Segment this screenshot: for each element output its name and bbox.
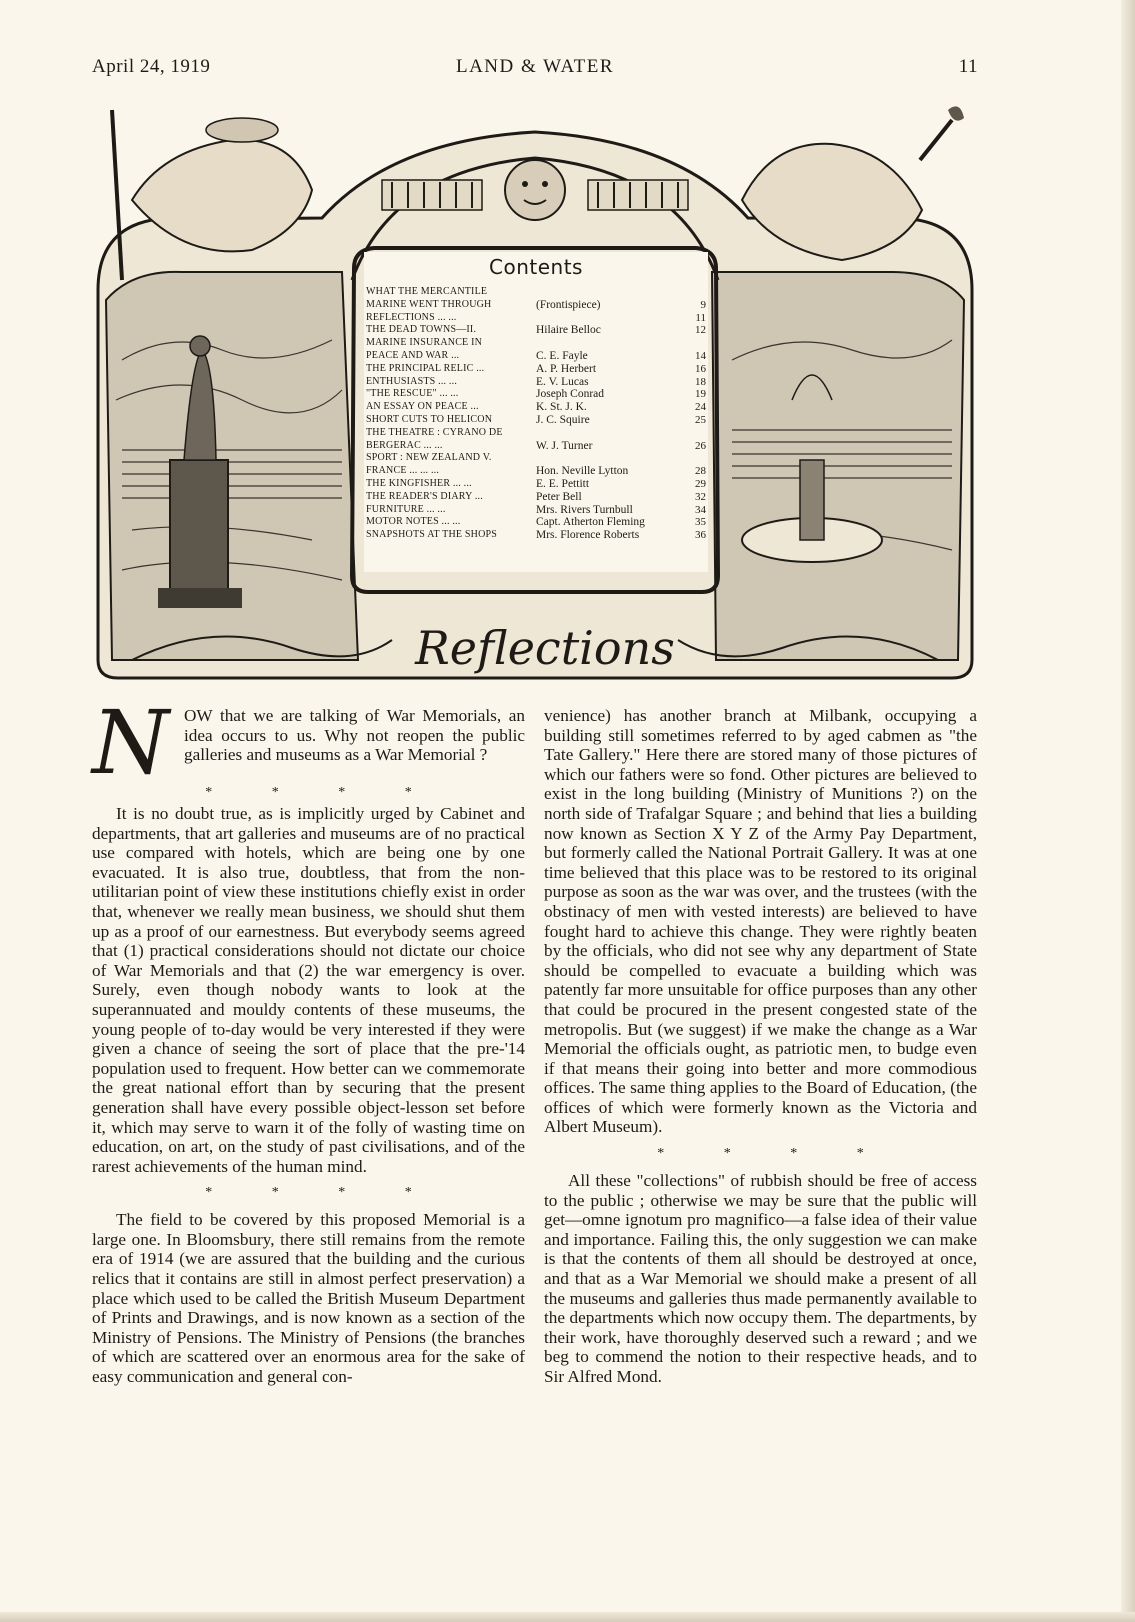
contents-title: THE PRINCIPAL RELIC ... — [366, 362, 485, 374]
contents-row — [366, 299, 706, 312]
contents-page: 36 — [695, 529, 706, 542]
page-bottom-edge — [0, 1612, 1135, 1622]
contents-title: SPORT : NEW ZEALAND V. — [366, 452, 492, 464]
article-paragraph: All these "collections" of rubbish should be free of access to the public ; otherwise we may be sure that the public will get—omne ignotum pro magnifico—a false idea of their value and importance. Failing this, the only suggestion we can make is that the contents of them all should be destroyed at once, and that as a War Memorial we should make a present of all the museums and galleries thus made permanently available to the departments which now occupy them. The departments, by their work, have thoroughly deserved such a reward ; and we beg to commend the notion to their respective heads, and to Sir Alfred Mond. — [544, 1171, 977, 1386]
contents-page: 11 — [695, 311, 706, 324]
contents-page: 25 — [695, 413, 706, 426]
contents-title: PEACE AND WAR ... — [366, 349, 460, 361]
contents-row — [366, 427, 706, 440]
section-divider: * * * * — [205, 785, 440, 800]
contents-title: MOTOR NOTES ... ... — [366, 516, 461, 528]
contents-row — [366, 414, 706, 427]
contents-author: E. V. Lucas — [536, 375, 589, 388]
contents-title: SHORT CUTS TO HELICON — [366, 413, 493, 425]
contents-row — [366, 337, 706, 350]
contents-title: FRANCE ... ... ... — [366, 465, 440, 477]
contents-row — [366, 376, 706, 389]
contents-title: "THE RESCUE" ... ... — [366, 388, 459, 400]
contents-row — [366, 286, 706, 299]
contents-page: 29 — [695, 477, 706, 490]
contents-page: 19 — [695, 388, 706, 401]
contents-row — [366, 516, 706, 529]
contents-title: Contents — [489, 255, 583, 279]
contents-author: Mrs. Rivers Turnbull — [536, 503, 633, 516]
contents-row — [366, 440, 706, 453]
contents-author: A. P. Herbert — [536, 362, 597, 375]
contents-row — [366, 452, 706, 465]
contents-title: MARINE INSURANCE IN — [366, 337, 483, 349]
section-divider: * * * * — [205, 1185, 440, 1201]
contents-title: BERGERAC ... ... — [366, 439, 443, 451]
contents-author: Joseph Conrad — [536, 388, 605, 401]
contents-row — [366, 350, 706, 363]
page-edge — [1121, 0, 1135, 1622]
contents-row — [366, 504, 706, 517]
article-column-left — [92, 691, 525, 1387]
contents-title: WHAT THE MERCANTILE — [366, 286, 488, 297]
contents-row — [366, 363, 706, 376]
contents-panel — [364, 252, 708, 572]
contents-page: 14 — [695, 349, 706, 362]
contents-row — [366, 465, 706, 478]
contents-title: AN ESSAY ON PEACE ... — [366, 401, 479, 413]
contents-page: 18 — [695, 375, 706, 388]
contents-title: REFLECTIONS ... ... — [366, 311, 457, 323]
contents-title: FURNITURE ... ... — [366, 503, 446, 515]
drop-cap: N — [92, 691, 169, 794]
contents-page: 34 — [695, 503, 706, 516]
contents-author: Peter Bell — [536, 490, 582, 503]
contents-title: MARINE WENT THROUGH — [366, 298, 492, 310]
magazine-title: LAND & WATER — [455, 56, 615, 77]
contents-page: 35 — [695, 516, 706, 529]
contents-author: W. J. Turner — [536, 439, 593, 452]
contents-author: Capt. Atherton Fleming — [536, 516, 645, 529]
contents-page: 16 — [695, 362, 706, 375]
contents-title: SNAPSHOTS AT THE SHOPS — [366, 529, 498, 541]
contents-title: THE DEAD TOWNS—II. — [366, 324, 477, 336]
article-column-right — [544, 706, 977, 1387]
contents-page: 32 — [695, 490, 706, 503]
article-paragraph: OW that we are talking of War Memorials, an idea occurs to us. Why not reopen the public galleries and museums as a War Memorial ? — [184, 706, 525, 765]
contents-page: 24 — [695, 401, 706, 414]
article-paragraph: It is no doubt true, as is implicitly urged by Cabinet and departments, that art galleries and museums are of no practical use compared with hotels, which are being one by one evacuated. It is also true, doubtless, that from the non-utilitarian point of view these institutions chiefly exist in order that, whenever we really mean business, we should shut them up as a proof of our earnestness. But everybody seems agreed that (1) practical considerations should not dictate our choice of War Memorials and that (2) the war emergency is over. Surely, even though nobody wants to look at the superannuated and mouldy contents of these museums, the young people of to-day would be very interested if they were given a chance of seeing the sort of place that the pre-'14 population used to frequent. How better can we commemorate the great national effort than by securing that the present generation shall have every possible object-lesson set before it, which may serve to warn it of the folly of wasting time on education, on art, on the study of past civilisations, and of the rarest achievements of the human mind. — [92, 804, 525, 1176]
contents-row — [366, 478, 706, 491]
contents-page: 9 — [700, 298, 706, 311]
contents-author: Hon. Neville Lytton — [536, 465, 629, 478]
contents-author: Hilaire Belloc — [536, 324, 601, 337]
running-head — [92, 56, 978, 86]
contents-row — [366, 529, 706, 542]
contents-author: C. E. Fayle — [536, 349, 588, 362]
article-paragraph: venience) has another branch at Milbank, occupying a building still sometimes referred to by aged cabmen as "the Tate Gallery." Here there are stored many of those pictures of which our fathers were so fond. Other pictures are believed to exist in the long building (Ministry of Munitions ?) on the north side of Trafalgar Square ; and behind that lies a building now known as Section X Y Z of the Army Pay Department, but formerly called the National Portrait Gallery. It was at one time believed that this place was to be restored to its original purpose as soon as the war was over, and the trustees (with the obstinacy of men with vested interests) are believed to have fought hard to achieve this change. They were rightly beaten by the officials, who did not see why any department of State should be compelled to evacuate a building which was patently far more unsuitable for office purposes than any other that could be procured in the present congested state of the metropolis. But (we suggest) if we make the change as a War Memorial the officials ought, as patriotic men, to budge even if that means their going into better and more commodious offices. The same thing applies to the Board of Education, (the offices of which were formerly known as the Victoria and Albert Museum). — [544, 706, 977, 1137]
contents-row — [366, 401, 706, 414]
article-heading: Reflections — [415, 621, 675, 675]
contents-page: 12 — [695, 324, 706, 337]
contents-title: THE KINGFISHER ... ... — [366, 477, 472, 489]
contents-row — [366, 312, 706, 325]
contents-author: K. St. J. K. — [536, 401, 587, 414]
page-number: 11 — [958, 56, 978, 77]
contents-author: (Frontispiece) — [536, 298, 601, 311]
contents-title: THE READER'S DIARY ... — [366, 490, 483, 502]
contents-title: THE THEATRE : CYRANO DE — [366, 426, 503, 438]
article-paragraph: The field to be covered by this proposed Memorial is a large one. In Bloomsbury, there still remains from the remote era of 1914 (we are assured that the building and the curious relics that it contains are still in almost perfect preservation) a place which used to be called the British Museum Department of Prints and Drawings, and is now known as a section of the Ministry of Pensions. The Ministry of Pensions (the branches of which are scattered over an enormous area for the sake of easy communication and general con- — [92, 1210, 525, 1387]
contents-author: Mrs. Florence Roberts — [536, 529, 640, 542]
contents-title: ENTHUSIASTS ... ... — [366, 375, 458, 387]
contents-row — [366, 491, 706, 504]
contents-list — [366, 286, 706, 542]
contents-page: 28 — [695, 465, 706, 478]
contents-row — [366, 388, 706, 401]
issue-date: April 24, 1919 — [92, 56, 211, 77]
contents-page: 26 — [695, 439, 706, 452]
section-divider: * * * * — [657, 1146, 892, 1162]
contents-row — [366, 324, 706, 337]
contents-author: J. C. Squire — [536, 413, 590, 426]
contents-author: E. E. Pettitt — [536, 477, 590, 490]
